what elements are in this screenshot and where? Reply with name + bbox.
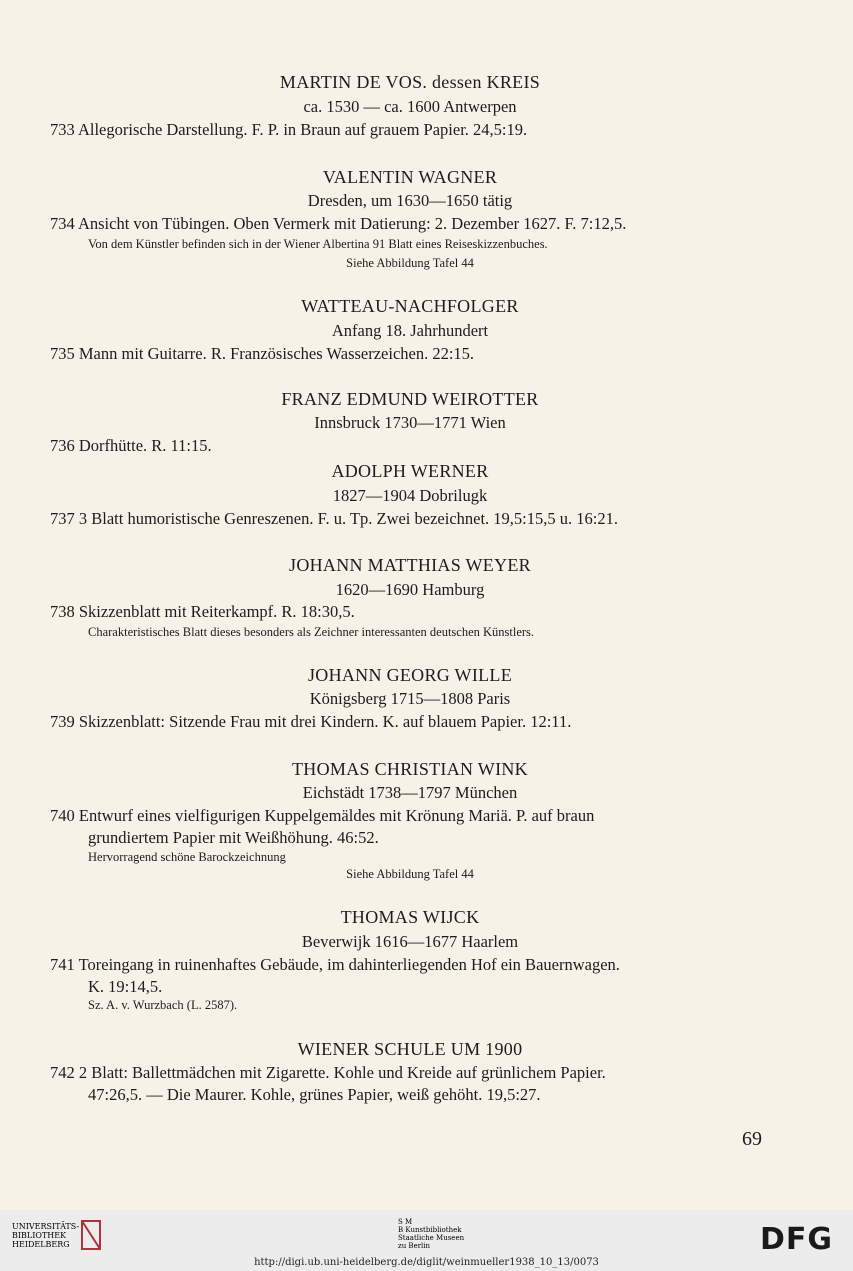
smb-kunstbibliothek-logo — [398, 1218, 464, 1250]
artist-dates: Innsbruck 1730—1771 Wien — [314, 413, 506, 432]
entry-note: Sz. A. v. Wurzbach (L. 2587). — [88, 998, 238, 1012]
sm-line: B Kunstbibliothek — [398, 1226, 462, 1234]
entry-note: Hervorragend schöne Barockzeichnung — [88, 850, 286, 864]
artist-dates: ca. 1530 — ca. 1600 Antwerpen — [303, 97, 517, 116]
artist-heading: THOMAS CHRISTIAN WINK — [292, 759, 528, 779]
entry-line: 738 Skizzenblatt mit Reiterkampf. R. 18:30,5. — [50, 602, 355, 621]
entry-line: 735 Mann mit Guitarre. R. Französisches Wasserzeichen. 22:15. — [50, 344, 475, 363]
artist-heading: VALENTIN WAGNER — [322, 167, 498, 187]
entry-line-continued: K. 19:14,5. — [88, 977, 163, 996]
entry-line: 741 Toreingang in ruinenhaftes Gebäude, im dahinterliegenden Hof ein Bauernwagen. — [50, 955, 620, 974]
entry-line: 742 2 Blatt: Ballettmädchen mit Zigarette. Kohle und Kreide auf grünlichem Papier. — [50, 1063, 606, 1082]
artist-dates: 1620—1690 Hamburg — [335, 580, 485, 599]
plate-reference: Siehe Abbildung Tafel 44 — [346, 256, 474, 270]
entry-line: 740 Entwurf eines vielfigurigen Kuppelgemäldes mit Krönung Mariä. P. auf braun — [50, 806, 595, 825]
artist-dates: Anfang 18. Jahrhundert — [331, 321, 489, 340]
sm-line: S M — [398, 1218, 413, 1226]
permalink-url[interactable]: http://digi.ub.uni-heidelberg.de/diglit/weinmueller1938_10_13/0073 — [254, 1257, 599, 1268]
artist-heading: WATTEAU-NACHFOLGER — [301, 296, 519, 316]
artist-dates: Dresden, um 1630—1650 tätig — [307, 191, 513, 210]
artist-heading: ADOLPH WERNER — [331, 461, 489, 481]
entry-note: Charakteristisches Blatt dieses besonders als Zeichner interessanten deutschen Künstlers. — [88, 625, 535, 639]
artist-heading: JOHANN GEORG WILLE — [307, 665, 513, 685]
university-line: BIBLIOTHEK — [12, 1231, 67, 1240]
entry-line-continued: 47:26,5. — Die Maurer. Kohle, grünes Papier, weiß gehöht. 19,5:27. — [88, 1085, 541, 1104]
artist-heading: THOMAS WIJCK — [340, 907, 480, 927]
entry-line: 737 3 Blatt humoristische Genreszenen. F. u. Tp. Zwei bezeichnet. 19,5:15,5 u. 16:21. — [50, 509, 618, 528]
university-line: UNIVERSITÄTS- — [12, 1222, 80, 1231]
artist-dates: 1827—1904 Dobrilugk — [332, 486, 488, 505]
entry-line: 734 Ansicht von Tübingen. Oben Vermerk mit Datierung: 2. Dezember 1627. F. 7:12,5. — [50, 214, 627, 233]
sm-line: zu Berlin — [398, 1242, 431, 1250]
artist-dates: Eichstädt 1738—1797 München — [302, 783, 518, 802]
university-line: HEIDELBERG — [12, 1240, 70, 1249]
sm-line: Staatliche Museen — [398, 1234, 465, 1242]
artist-dates: Königsberg 1715—1808 Paris — [309, 689, 511, 708]
artist-heading: FRANZ EDMUND WEIROTTER — [281, 389, 539, 409]
artist-heading: JOHANN MATTHIAS WEYER — [289, 555, 531, 575]
entry-line: 733 Allegorische Darstellung. F. P. in Braun auf grauem Papier. 24,5:19. — [50, 120, 528, 139]
artist-dates: Beverwijk 1616—1677 Haarlem — [301, 932, 519, 951]
entry-line-continued: grundiertem Papier mit Weißhöhung. 46:52. — [88, 828, 379, 847]
page-number: 69 — [742, 1128, 762, 1150]
entry-line: 739 Skizzenblatt: Sitzende Frau mit drei Kindern. K. auf blauem Papier. 12:11. — [50, 712, 572, 731]
entry-note: Von dem Künstler befinden sich in der Wiener Albertina 91 Blatt eines Reiseskizzenbuches. — [88, 237, 548, 251]
entry-line: 736 Dorfhütte. R. 11:15. — [50, 436, 212, 455]
artist-heading: WIENER SCHULE UM 1900 — [297, 1039, 523, 1059]
plate-reference: Siehe Abbildung Tafel 44 — [346, 867, 474, 881]
dfg-logo: DFG — [760, 1222, 834, 1257]
artist-heading: MARTIN DE VOS. dessen KREIS — [279, 72, 541, 92]
university-logo-icon — [80, 1219, 102, 1251]
